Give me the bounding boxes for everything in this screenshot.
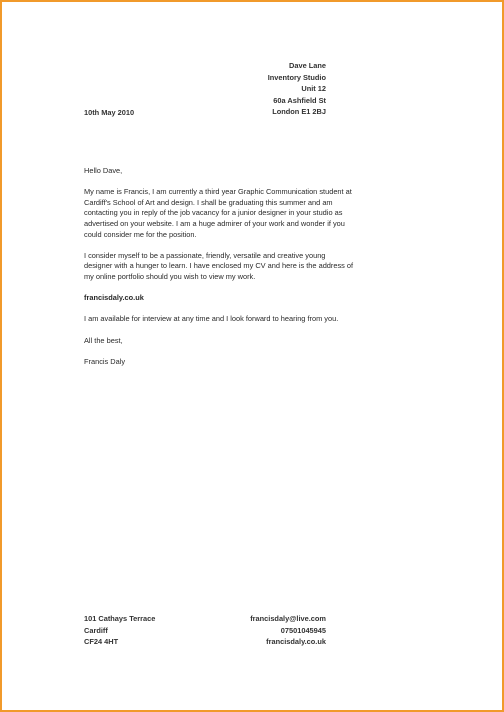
recipient-unit: Unit 12 (301, 84, 326, 94)
sender-address (84, 613, 155, 648)
letter-page (2, 2, 502, 710)
sender-contact (250, 613, 326, 648)
salutation: Hello Dave, (84, 166, 123, 175)
paragraph-intro: My name is Francis, I am currently a third year Graphic Communication student at Cardiff's School of Art and design. I shall be graduating this summer and am contacting you in reply of the job vacancy for a junior designer in your studio as advertised on your website. I am a huge admirer of your work and wonder if you could consider me for the position. (84, 187, 352, 239)
sender-address-line1: 101 Cathays Terrace (84, 614, 156, 623)
paragraph-about: I consider myself to be a passionate, friendly, versatile and creative young designer with a hunger to learn. I have enclosed my CV and here is the address of my online portfolio should you wish to view my work. (84, 250, 354, 281)
sender-website[interactable]: francisdaly.co.uk (266, 637, 326, 647)
letter-date: 10th May 2010 (84, 108, 135, 117)
sender-address-line3: CF24 4HT (84, 637, 119, 647)
letter-body (84, 166, 354, 378)
sender-address-line2: Cardiff (84, 625, 108, 635)
recipient-company: Inventory Studio (267, 72, 326, 82)
closing: All the best, (84, 335, 123, 345)
signature: Francis Daly (84, 356, 126, 366)
recipient-street: 60a Ashfield St (273, 95, 326, 105)
recipient-address (268, 60, 326, 118)
portfolio-link[interactable]: francisdaly.co.uk (84, 293, 144, 303)
sender-phone: 07501045945 (280, 625, 326, 635)
paragraph-availability: I am available for interview at any time and I look forward to hearing from you. (84, 314, 339, 324)
sender-email[interactable]: francisdaly@live.com (250, 614, 326, 623)
recipient-city: London E1 2BJ (272, 107, 326, 117)
recipient-name: Dave Lane (289, 61, 326, 70)
